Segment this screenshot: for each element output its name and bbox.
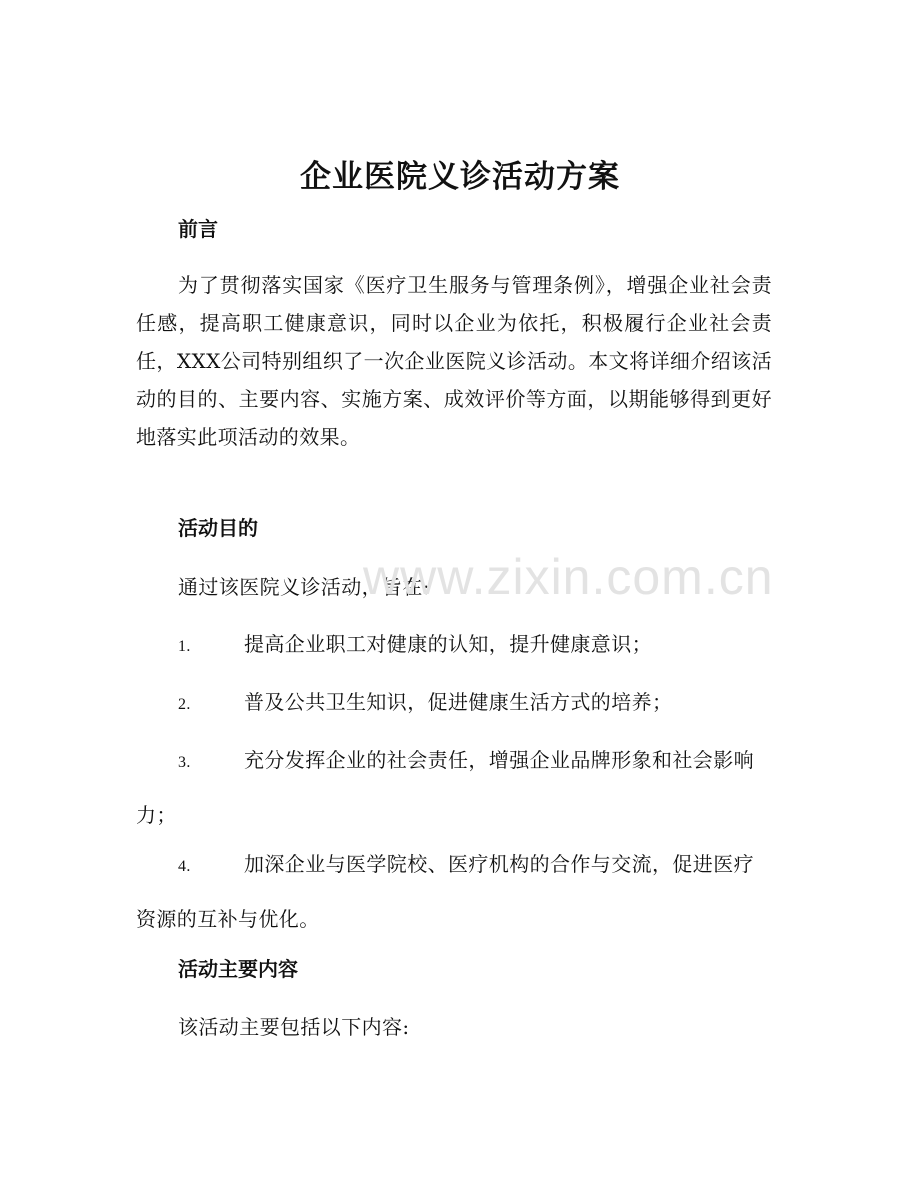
list-item-text: 充分发挥企业的社会责任，增强企业品牌形象和社会影响力； bbox=[136, 748, 754, 827]
list-item bbox=[136, 618, 772, 673]
watermark: www.zixin.com.cn bbox=[363, 549, 774, 605]
list-item-number: 1. bbox=[178, 638, 191, 655]
section-heading-purpose: 活动目的 bbox=[178, 516, 258, 540]
list-item bbox=[136, 838, 772, 945]
content-intro: 该活动主要包括以下内容: bbox=[178, 1015, 410, 1039]
document-title: 企业医院义诊活动方案 bbox=[300, 159, 620, 195]
purpose-intro: 通过该医院义诊活动，旨在: bbox=[178, 575, 430, 599]
list-item-number: 2. bbox=[178, 696, 191, 713]
section-heading-content: 活动主要内容 bbox=[178, 957, 298, 981]
list-item-number: 3. bbox=[178, 754, 191, 771]
section-heading-preface: 前言 bbox=[178, 217, 218, 241]
list-item-text: 提高企业职工对健康的认知，提升健康意识； bbox=[244, 632, 652, 656]
list-item-text: 加深企业与医学院校、医疗机构的合作与交流，促进医疗资源的互补与优化。 bbox=[136, 852, 754, 931]
preface-paragraph: 为了贯彻落实国家《医疗卫生服务与管理条例》，增强企业社会责任感，提高职工健康意识，同时以企业为依托，积极履行企业社会责任，XXX公司特别组织了一次企业医院义诊活动。本文将详细介绍该活动的目的、主要内容、实施方案、成效评价等方面，以期能够得到更好地落实此项活动的效果。 bbox=[136, 273, 772, 449]
list-item bbox=[136, 734, 772, 841]
list-item-text: 普及公共卫生知识，促进健康生活方式的培养； bbox=[244, 690, 673, 714]
list-item bbox=[136, 676, 772, 731]
list-item-number: 4. bbox=[178, 858, 191, 875]
